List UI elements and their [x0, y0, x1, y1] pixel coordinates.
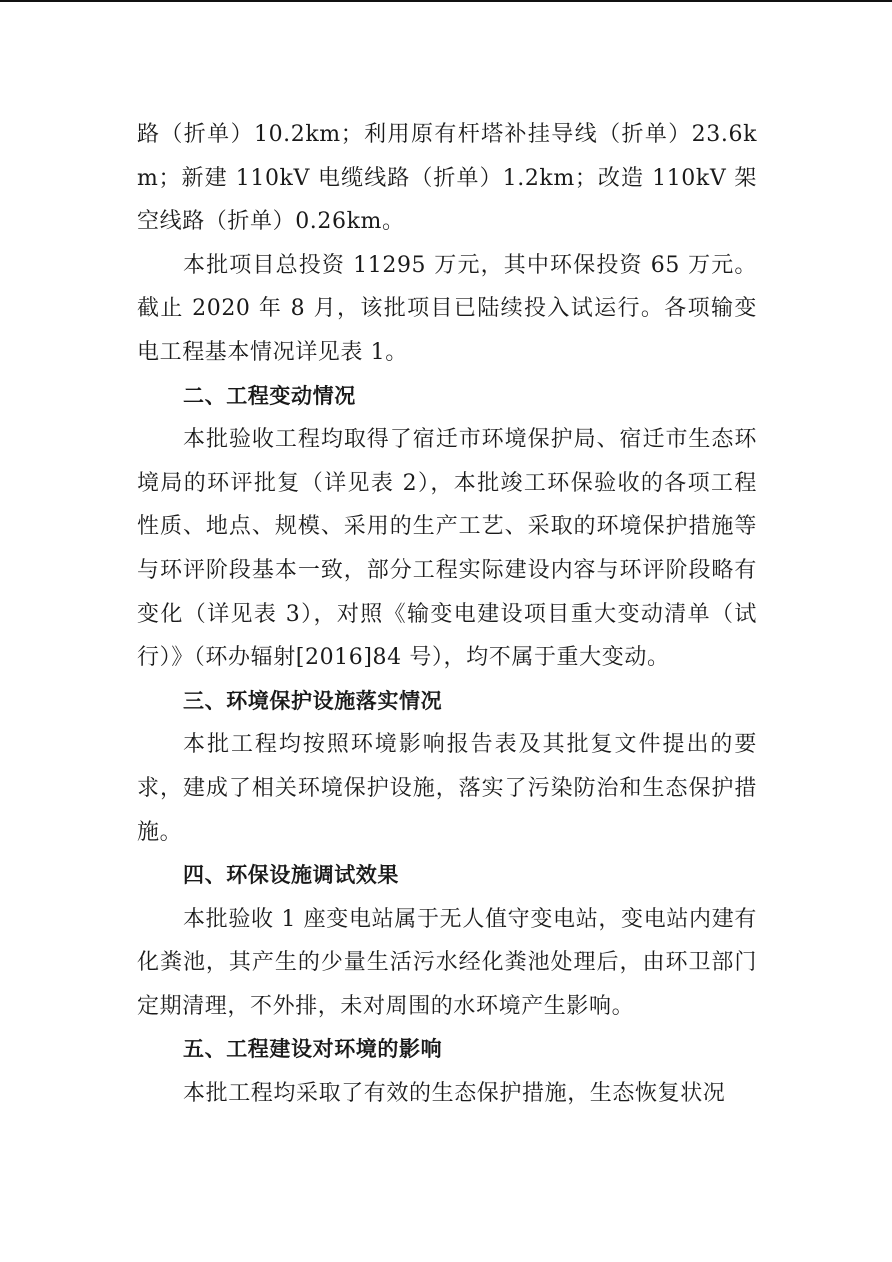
paragraph-env-facilities: 本批工程均按照环境影响报告表及其批复文件提出的要求，建成了相关环境保护设施，落实了污染防治和生态保护措施。 [137, 732, 757, 845]
paragraph-debug-results: 本批验收 1 座变电站属于无人值守变电站，变电站内建有化粪池，其产生的少量生活污水经化粪池处理后，由环卫部门定期清理，不外排，未对周围的水环境产生影响。 [137, 906, 757, 1019]
section-heading-env-impact: 五、工程建设对环境的影响 [183, 1037, 443, 1062]
section-heading-project-changes: 二、工程变动情况 [183, 383, 356, 408]
paragraph-env-impact: 本批工程均采取了有效的生态保护措施，生态恢复状况 [183, 1081, 726, 1107]
paragraph-investment: 本批项目总投资 11295 万元，其中环保投资 65 万元。截止 2020 年 8 月，该批项目已陆续投入试运行。各项输变电工程基本情况详见表 1。 [137, 252, 757, 365]
page-top-border [0, 0, 892, 2]
section-heading-env-facilities: 三、环境保护设施落实情况 [183, 688, 443, 713]
paragraph-project-changes: 本批验收工程均取得了宿迁市环境保护局、宿迁市生态环境局的环评批复（详见表 2），本批竣工环保验收的各项工程性质、地点、规模、采用的生产工艺、采取的环境保护措施等与环评阶段基本一致，部分工程实际建设内容与环评阶段略有变化（详见表 3），对照《输变电建设项目重大变动清单（试行）》（环办辐射[2016]84 号），均不属于重大变动。 [137, 427, 757, 671]
document-page [137, 113, 757, 1116]
section-heading-debug-results: 四、环保设施调试效果 [183, 863, 399, 888]
paragraph-line-summary: 路（折单）10.2km；利用原有杆塔补挂导线（折单）23.6km；新建 110kV 电缆线路（折单）1.2km；改造 110kV 架空线路（折单）0.26km。 [137, 122, 757, 235]
